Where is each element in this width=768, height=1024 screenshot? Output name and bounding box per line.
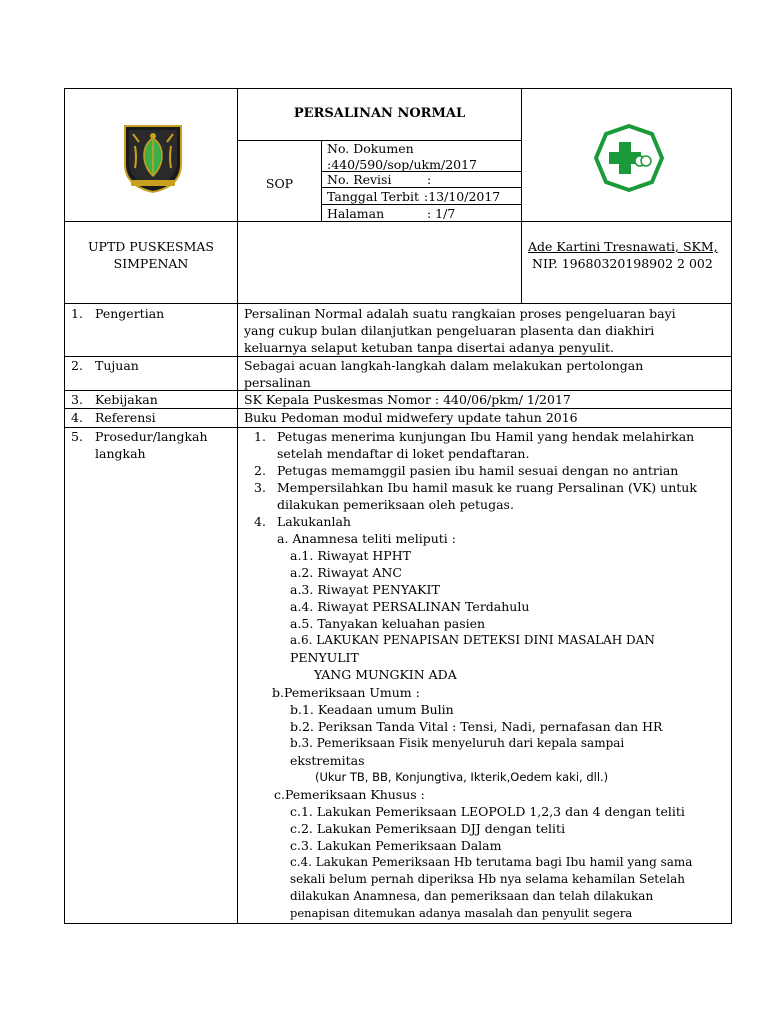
step-number: 3.	[254, 480, 266, 495]
substep-item: penapisan ditemukan adanya masalah dan penyulit segera	[290, 906, 633, 920]
row-num-tujuan: 2.	[71, 358, 83, 373]
step-line: Mempersilahkan Ibu hamil masuk ke ruang Persalinan (VK) untuk	[277, 480, 697, 495]
table-border-bottom	[64, 923, 732, 924]
substep-item: b.3. Pemeriksaan Fisik menyeluruh dari kepala sampai	[290, 736, 625, 750]
table-line-org-bottom	[64, 303, 732, 304]
sop-label: SOP	[265, 176, 294, 191]
step-number: 4.	[254, 514, 266, 529]
substep-item: c.3. Lakukan Pemeriksaan Dalam	[290, 838, 502, 853]
step-number: 2.	[254, 463, 266, 478]
substep-item: a.3. Riwayat PENYAKIT	[290, 582, 440, 597]
substep-item: sekali belum pernah diperiksa Hb nya selama kehamilan Setelah	[290, 872, 685, 886]
revisi-label: No. Revisi	[327, 172, 392, 187]
substep-item: PENYULIT	[290, 650, 359, 665]
pengertian-line: yang cukup bulan dilanjutkan pengeluaran plasenta dan diakhiri	[244, 323, 655, 338]
table-border-top	[64, 88, 732, 89]
substep-heading: a. Anamnesa teliti meliputi :	[277, 531, 456, 546]
tujuan-line: Sebagai acuan langkah-langkah dalam melakukan pertolongan	[244, 358, 644, 373]
table-border-right	[731, 88, 732, 924]
substep-item: b.2. Periksan Tanda Vital : Tensi, Nadi, pernafasan dan HR	[290, 719, 663, 734]
substep-item: c.2. Lakukan Pemeriksaan DJJ dengan teliti	[290, 821, 566, 836]
substep-item: a.2. Riwayat ANC	[290, 565, 402, 580]
substep-item: c.1. Lakukan Pemeriksaan LEOPOLD 1,2,3 dan 4 dengan teliti	[290, 804, 685, 819]
table-col-divider-sop	[321, 140, 322, 221]
row-label-pengertian: Pengertian	[95, 306, 165, 321]
substep-note: (Ukur TB, BB, Konjungtiva, Ikterik,Oedem kaki, dll.)	[315, 770, 609, 784]
step-number: 1.	[254, 429, 266, 444]
step-line: Petugas menerima kunjungan Ibu Hamil yang hendak melahirkan	[277, 429, 695, 444]
row-num-referensi: 4.	[71, 410, 83, 425]
substep-item: ekstremitas	[290, 753, 365, 768]
substep-item: a.4. Riwayat PERSALINAN Terdahulu	[290, 599, 530, 614]
table-line-header-bottom	[64, 221, 732, 222]
substep-item: a.6. LAKUKAN PENAPISAN DETEKSI DINI MASALAH DAN	[290, 633, 655, 647]
substep-item: a.1. Riwayat HPHT	[290, 548, 411, 563]
substep-item: dilakukan Anamnesa, dan pemeriksaan dan telah dilakukan	[290, 889, 654, 903]
tujuan-line: persalinan	[244, 375, 311, 390]
pengertian-line: Persalinan Normal adalah suatu rangkaian proses pengeluaran bayi	[244, 306, 676, 321]
org-name-line1: UPTD PUSKESMAS	[88, 239, 214, 254]
step-line: Lakukanlah	[277, 514, 351, 529]
row-label-referensi: Referensi	[95, 410, 156, 425]
substep-heading: b.Pemeriksaan Umum :	[272, 685, 420, 700]
terbit-label: Tanggal Terbit	[327, 189, 420, 204]
referensi-text: Buku Pedoman modul midwefery update tahun 2016	[244, 410, 578, 425]
terbit-value: :13/10/2017	[424, 189, 501, 204]
table-col-divider-left	[237, 88, 238, 923]
step-line: dilakukan pemeriksaan oleh petugas.	[277, 497, 514, 512]
substep-item: YANG MUNGKIN ADA	[314, 667, 457, 682]
substep-heading: c.Pemeriksaan Khusus :	[274, 787, 425, 802]
table-border-left	[64, 88, 65, 924]
substep-item: b.1. Keadaan umum Bulin	[290, 702, 454, 717]
row-label-prosedur-line1: Prosedur/langkah	[95, 429, 208, 444]
substep-item: c.4. Lakukan Pemeriksaan Hb terutama bagi Ibu hamil yang sama	[290, 855, 693, 869]
row-num-kebijakan: 3.	[71, 392, 83, 407]
halaman-label: Halaman	[327, 206, 385, 221]
org-name-line2: SIMPENAN	[113, 256, 189, 271]
pengertian-line: keluarnya selaput ketuban tanpa disertai adanya penyulit.	[244, 340, 615, 355]
substep-item: a.5. Tanyakan keluahan pasien	[290, 616, 486, 631]
step-line: setelah mendaftar di loket pendaftaran.	[277, 446, 530, 461]
row-label-kebijakan: Kebijakan	[95, 392, 158, 407]
signer-nip: NIP. 19680320198902 2 002	[532, 256, 713, 271]
step-line: Petugas memamggil pasien ibu hamil sesuai dengan no antrian	[277, 463, 679, 478]
kebijakan-text: SK Kepala Puskesmas Nomor : 440/06/pkm/ 1/2017	[244, 392, 571, 407]
row-num-prosedur: 5.	[71, 429, 83, 444]
district-crest-icon	[123, 124, 183, 194]
puskesmas-cross-logo-icon	[594, 124, 664, 192]
table-col-divider-right	[521, 88, 522, 303]
revisi-value: :	[427, 172, 432, 187]
row-label-tujuan: Tujuan	[95, 358, 139, 373]
row-num-pengertian: 1.	[71, 306, 83, 321]
doc-no-value: :440/590/sop/ukm/2017	[327, 157, 478, 172]
signer-name: Ade Kartini Tresnawati, SKM,	[528, 239, 718, 254]
halaman-value: : 1/7	[427, 206, 456, 221]
doc-no-label: No. Dokumen	[327, 141, 414, 156]
document-title: PERSALINAN NORMAL	[293, 106, 466, 121]
row-label-prosedur-line2: langkah	[95, 446, 146, 461]
